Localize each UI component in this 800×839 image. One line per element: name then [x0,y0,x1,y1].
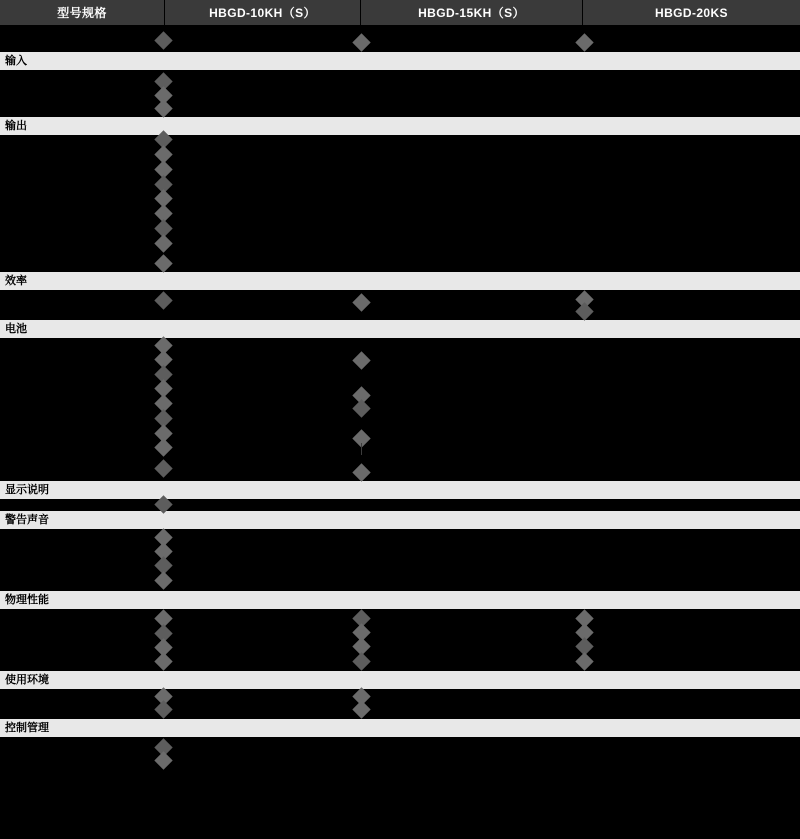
spec-mark [352,293,370,311]
spec-mark [154,751,172,769]
spec-mark [154,459,172,477]
spec-mark [575,652,593,670]
section-band: 效率 [0,272,800,290]
spec-mark [154,254,172,272]
spec-mark [154,438,172,456]
section-band: 警告声音 [0,511,800,529]
spec-mark [575,302,593,320]
section-band: 显示说明 [0,481,800,499]
section-band: 输出 [0,117,800,135]
spec-mark [352,399,370,417]
section-band: 控制管理 [0,719,800,737]
section-band: 物理性能 [0,591,800,609]
column-header-model-spec: 型号规格 [0,0,165,26]
column-header-hbgd-20ks: HBGD-20KS [655,6,728,20]
section-band: 输入 [0,52,800,70]
column-header-hbgd-15kh: HBGD-15KH（S） [361,0,583,26]
divider-line [361,443,362,455]
column-header-hbgd-10kh: HBGD-10KH（S） [165,0,361,26]
spec-mark [154,31,172,49]
spec-mark [154,291,172,309]
spec-mark [154,700,172,718]
spec-mark [154,571,172,589]
section-band: 电池 [0,320,800,338]
spec-mark [154,234,172,252]
table-header-row [0,0,800,26]
spec-mark [352,463,370,481]
spec-mark [352,652,370,670]
spec-mark [352,33,370,51]
spec-mark [352,700,370,718]
spec-mark [154,99,172,117]
spec-mark [352,351,370,369]
spec-mark [154,652,172,670]
section-band: 使用环境 [0,671,800,689]
spec-mark [575,33,593,51]
